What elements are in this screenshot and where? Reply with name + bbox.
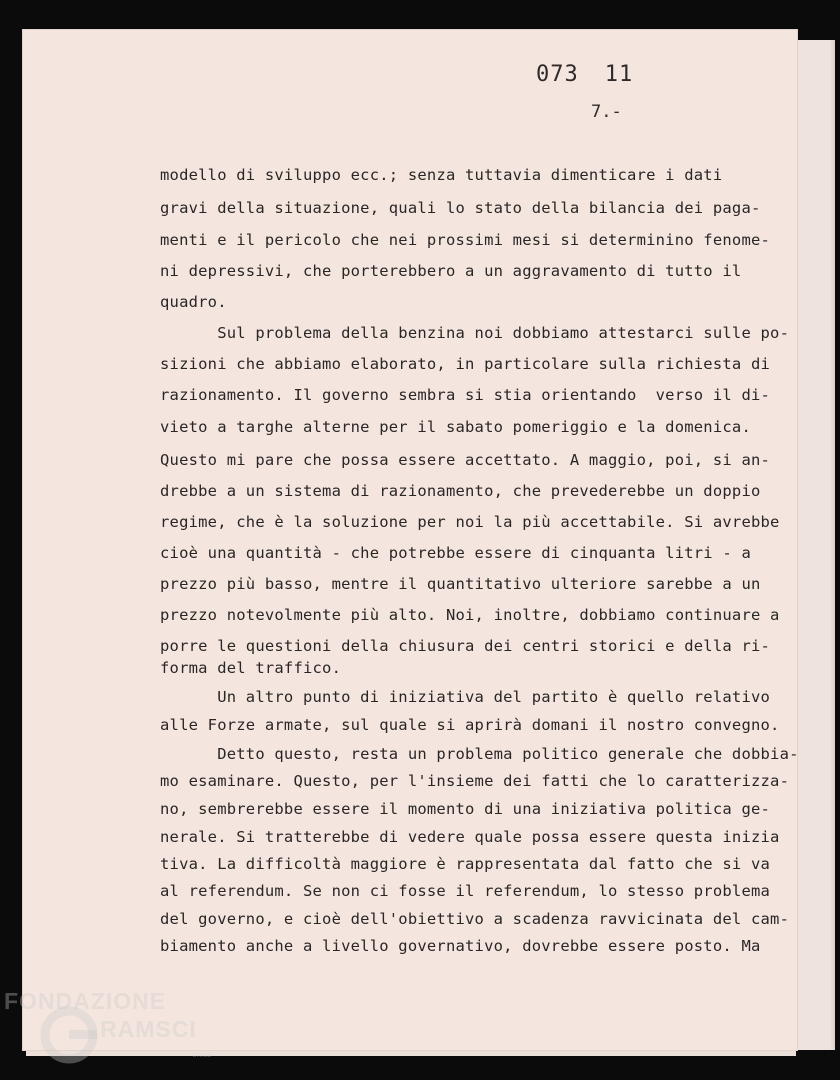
text-line: porre le questioni della chiusura dei centri storici e della ri-	[160, 637, 771, 655]
text-line: sizioni che abbiamo elaborato, in particolare sulla richiesta di	[160, 355, 771, 373]
text-line: alle Forze armate, sul quale si aprirà domani il nostro convegno.	[160, 716, 780, 734]
text-line: no, sembrerebbe essere il momento di una iniziativa politica ge-	[160, 800, 771, 818]
text-line: Un altro punto di iniziativa del partito è quello relativo	[160, 688, 771, 706]
text-line: tiva. La difficoltà maggiore è rappresentata dal fatto che si va	[160, 855, 771, 873]
text-line: al referendum. Se non ci fosse il referendum, lo stesso problema	[160, 882, 771, 900]
text-line: modello di sviluppo ecc.; senza tuttavia dimenticare i dati	[160, 166, 723, 184]
text-line: Detto questo, resta un problema politico generale che dobbia-	[160, 745, 799, 763]
text-line: prezzo notevolmente più alto. Noi, inoltre, dobbiamo continuare a	[160, 606, 780, 624]
text-line: menti e il pericolo che nei prossimi mesi si determinino fenome-	[160, 231, 771, 249]
text-line: gravi della situazione, quali lo stato della bilancia dei paga-	[160, 199, 761, 217]
archive-number-b: 11	[604, 62, 634, 87]
text-line: razionamento. Il governo sembra si stia orientando verso il di-	[160, 386, 771, 404]
text-line: biamento anche a livello governativo, dovrebbe essere posto. Ma	[160, 937, 761, 955]
text-line: cioè una quantità - che potrebbe essere di cinquanta litri - a	[160, 544, 751, 562]
text-line: nerale. Si tratterebbe di vedere quale possa essere questa inizia	[160, 828, 780, 846]
text-line: forma del traffico.	[160, 659, 342, 677]
page-number: 7.-	[591, 102, 622, 122]
text-line: ni depressivi, che porterebbero a un aggravamento di tutto il	[160, 262, 742, 280]
text-line: mo esaminare. Questo, per l'insieme dei fatti che lo caratterizza-	[160, 772, 790, 790]
text-line: del governo, e cioè dell'obiettivo a scadenza ravvicinata del cam-	[160, 910, 790, 928]
text-line: vieto a targhe alterne per il sabato pomeriggio e la domenica.	[160, 418, 751, 436]
fondazione-gramsci-watermark	[4, 988, 214, 1068]
text-line: prezzo più basso, mentre il quantitativo ulteriore sarebbe a un	[160, 575, 761, 593]
text-line: quadro.	[160, 293, 227, 311]
text-line: Sul problema della benzina noi dobbiamo attestarci sulle po-	[160, 324, 790, 342]
text-line: Questo mi pare che possa essere accettato. A maggio, poi, si an-	[160, 451, 771, 469]
watermark-line1: FONDAZIONE	[4, 988, 167, 1014]
watermark-line2: RAMSCI	[100, 1016, 197, 1042]
watermark-line3: onlus	[192, 1050, 212, 1059]
text-line: regime, che è la soluzione per noi la più accettabile. Si avrebbe	[160, 513, 780, 531]
text-line: drebbe a un sistema di razionamento, che prevederebbe un doppio	[160, 482, 761, 500]
archive-number-a: 073	[536, 62, 579, 87]
